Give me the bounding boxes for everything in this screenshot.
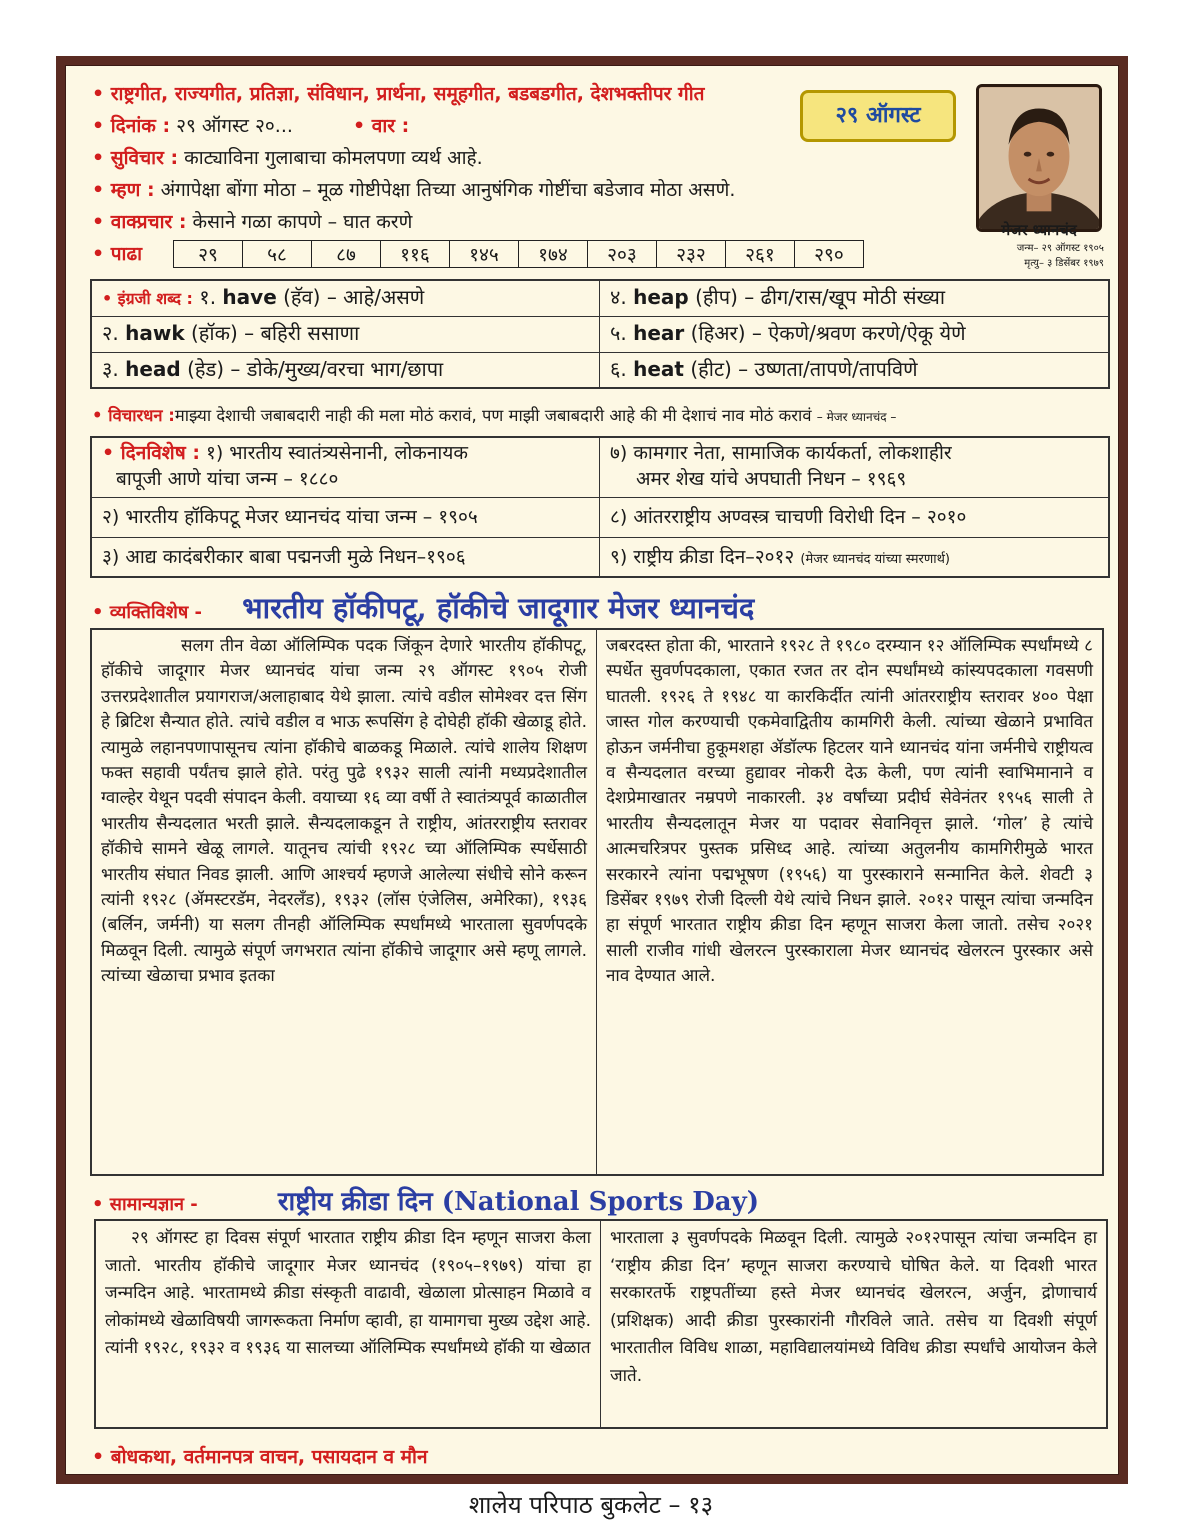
phrase-label: वाक्प्रचार : bbox=[110, 211, 187, 233]
quote-text: माझ्या देशाची जबाबदारी नाही की मला मोठं करावं, पण माझी जबाबदारी आहे की मी देशाचं नाव मोठं करावं bbox=[174, 406, 812, 425]
personality-article bbox=[90, 628, 1104, 1176]
thought-label: सुविचार : bbox=[110, 147, 179, 169]
article-column-left: सलग तीन वेळा ऑलिम्पिक पदक जिंकून देणारे भारतीय हॉकीपटू, हॉकीचे जादूगार मेजर ध्यानचंद यांचा जन्म २९ ऑगस्ट १९०५ रोजी उत्तरप्रदेशातील प्रयागराज/अलाहाबाद येथे झाला. त्यांचे वडील सोमेश्वर दत्त सिंग हे ब्रिटिश सैन्यात होते. त्यांचे वडील व भाऊ रूपसिंग हे दोघेही हॉकी खेळाडू होते. त्यामुळे लहानपणापासूनच त्यांना हॉकीचे बाळकडू मिळाले. त्यांचे शालेय शिक्षण फक्त सहावी पर्यंतच झाले होते. परंतु पुढे १९३२ साली त्यांनी मध्यप्रदेशातील ग्वाल्हेर येथून पदवी संपादन केली. वयाच्या १६ व्या वर्षी ते स्वातंत्र्यपूर्व काळातील भारतीय सैन्यदलात भरती झाले. सैन्यदलाकडून ते राष्ट्रीय, आंतरराष्ट्रीय स्तरावर हॉकीचे सामने खेळू लागले. यातूनच त्यांची १९२८ च्या ऑलिम्पिक स्पर्धेसाठी भारतीय संघात निवड झाली. आणि आश्चर्य म्हणजे आलेल्या संधीचे सोने करून त्यांनी १९२८ (ॲमस्टरडॅम, नेदरलँड), १९३२ (लॉस एंजेलिस, अमेरिका), १९३६ (बर्लिन, जर्मनी) या सलग तीनही ऑलिम्पिक स्पर्धांमध्ये भारताला सुवर्णपदके मिळवून दिली. त्यामुळे संपूर्ण जगभरात त्यांना हॉकीचे जादूगार असे म्हणू लागले. त्यांच्या खेळाचा प्रभाव इतका bbox=[92, 630, 597, 1174]
day-special-box bbox=[90, 436, 1110, 578]
activities-text: राष्ट्रगीत, राज्यगीत, प्रतिज्ञा, संविधान, प्रार्थना, समूहगीत, बडबडगीत, देशभक्तीपर गीत bbox=[110, 83, 705, 105]
word-meaning: (हिअर) – ऐकणे/श्रवण करणे/ऐकू येणे bbox=[690, 321, 966, 345]
day-special-item bbox=[600, 538, 1108, 576]
day-special-item: • दिनविशेष : १) भारतीय स्वातंत्र्यसेनानी, लोकनायक बापूजी आणे यांचा जन्म – १८८० bbox=[92, 438, 600, 498]
date-value: २९ ऑगस्ट २०... bbox=[176, 115, 293, 137]
word-number: ३. bbox=[102, 357, 119, 381]
english-word: heap bbox=[633, 285, 689, 309]
proverb-line: • म्हण : अंगापेक्षा बोंगा मोठा – मूळ गोष्टीपेक्षा तिच्या आनुषंगिक गोष्टींचा बडेजाव मोठा असणे. bbox=[92, 179, 736, 201]
activities-line: • राष्ट्रगीत, राज्यगीत, प्रतिज्ञा, संविधान, प्रार्थना, समूहगीत, बडबडगीत, देशभक्तीपर गीत bbox=[92, 83, 705, 105]
page-footer: शालेय परिपाठ बुकलेट – १३ bbox=[468, 1491, 714, 1519]
table-cell: १७४ bbox=[519, 241, 588, 268]
proverb-text: अंगापेक्षा बोंगा मोठा – मूळ गोष्टीपेक्षा तिच्या आनुषंगिक गोष्टींचा बडेजाव मोठा असणे. bbox=[160, 179, 736, 201]
phrase-text: केसाने गळा कापणे – घात करणे bbox=[192, 211, 413, 233]
english-word-cell bbox=[92, 317, 600, 353]
date-label: दिनांक : bbox=[110, 115, 171, 137]
word-meaning: (हॅव) – आहे/असणे bbox=[283, 285, 425, 309]
day-special-text: ७) कामगार नेता, सामाजिक कार्यकर्ता, लोकशाहीर bbox=[610, 442, 952, 464]
english-word: hear bbox=[633, 321, 685, 345]
proverb-label: म्हण : bbox=[110, 179, 155, 201]
thought-text: काट्याविना गुलाबाचा कोमलपणा व्यर्थ आहे. bbox=[184, 147, 483, 169]
closing-line: • बोधकथा, वर्तमानपत्र वाचन, पसायदान व मौन bbox=[92, 1446, 428, 1468]
gk-column-left: २९ ऑगस्ट हा दिवस संपूर्ण भारतात राष्ट्रीय क्रीडा दिन म्हणून साजरा केला जातो. भारतीय हॉकीचे जादूगार मेजर ध्यानचंद (१९०५–१९७९) यांचा हा जन्मदिन आहे. भारतामध्ये क्रीडा संस्कृती वाढावी, खेळाला प्रोत्साहन मिळावे व लोकांमध्ये खेळाविषयी जागरूकता निर्माण व्हावी, हा यामागचा मुख्य उद्देश आहे. त्यांनी १९२८, १९३२ व १९३६ या सालच्या ऑलिम्पिक स्पर्धांमध्ये हॉकी या खेळात bbox=[96, 1221, 601, 1427]
english-word: head bbox=[125, 357, 181, 381]
table-cell: १४५ bbox=[450, 241, 519, 268]
quote-label: विचारधन : bbox=[108, 406, 175, 425]
english-word: hawk bbox=[125, 321, 185, 345]
word-number: २. bbox=[102, 321, 119, 345]
multiplication-table bbox=[173, 240, 864, 268]
table-cell: ५८ bbox=[243, 241, 312, 268]
word-meaning: (हीप) – ढीग/रास/खूप मोठी संख्या bbox=[695, 285, 946, 309]
day-special-label: दिनविशेष : bbox=[120, 442, 200, 464]
english-word-cell bbox=[600, 317, 1108, 353]
table-cell: २९० bbox=[795, 241, 864, 268]
day-special-text: ९) राष्ट्रीय क्रीडा दिन–२०१२ bbox=[610, 546, 795, 568]
page-content bbox=[65, 65, 1119, 1475]
gk-article bbox=[94, 1219, 1108, 1429]
personality-heading: • व्यक्तिविशेष - भारतीय हॉकीपटू, हॉकीचे जादूगार मेजर ध्यानचंद bbox=[92, 591, 755, 625]
personality-title: भारतीय हॉकीपटू, हॉकीचे जादूगार मेजर ध्यानचंद bbox=[242, 591, 755, 625]
gk-title: राष्ट्रीय क्रीडा दिन (National Sports Day) bbox=[277, 1187, 760, 1217]
word-meaning: (हीट) – उष्णता/तापणे/तापविणे bbox=[690, 357, 918, 381]
day-special-item: २) भारतीय हॉकिपटू मेजर ध्यानचंद यांचा जन्म – १९०५ bbox=[92, 498, 600, 538]
english-word-cell bbox=[92, 353, 600, 387]
gk-label: सामान्यज्ञान - bbox=[109, 1194, 198, 1215]
page-frame bbox=[56, 56, 1128, 1484]
table-cell: ११६ bbox=[381, 241, 450, 268]
person-name: मेजर ध्यानचंद bbox=[1001, 221, 1077, 239]
person-photo bbox=[976, 84, 1102, 232]
quote-author: – मेजर ध्यानचंद – bbox=[816, 410, 897, 424]
word-number: १. bbox=[199, 285, 217, 309]
word-number: ५. bbox=[610, 321, 627, 345]
word-meaning: (हेड) – डोके/मुख्य/वरचा भाग/छापा bbox=[187, 357, 444, 381]
english-word: have bbox=[222, 285, 277, 309]
english-word-cell bbox=[600, 353, 1108, 387]
closing-text: बोधकथा, वर्तमानपत्र वाचन, पसायदान व मौन bbox=[110, 1446, 428, 1468]
death-date: मृत्यु– ३ डिसेंबर १९७९ bbox=[1024, 258, 1104, 269]
day-special-item: ३) आद्य कादंबरीकार बाबा पद्मनजी मुळे निधन–१९०६ bbox=[92, 538, 600, 576]
table-label: पाढा bbox=[110, 243, 143, 265]
day-label: वार : bbox=[371, 115, 410, 137]
personality-label: व्यक्तिविशेष - bbox=[109, 602, 202, 623]
date-badge: २९ ऑगस्ट bbox=[800, 90, 956, 142]
word-number: ६. bbox=[610, 357, 627, 381]
english-words-label: इंग्रजी शब्द : bbox=[117, 289, 193, 308]
table-cell: २६१ bbox=[726, 241, 795, 268]
day-special-item bbox=[600, 438, 1108, 498]
gk-column-right: भारताला ३ सुवर्णपदके मिळवून दिली. त्यामुळे २०१२पासून त्यांचा जन्मदिन हा ‘राष्ट्रीय क्रीडा दिन’ म्हणून साजरा करण्याचे घोषित केले. या दिवशी भारत सरकारतर्फे राष्ट्रपतींच्या हस्ते मेजर ध्यानचंद खेलरत्न, अर्जुन, द्रोणाचार्य (प्रशिक्षक) आदी क्रीडा पुरस्कारांनी गौरविले जाते. तसेच या दिवशी संपूर्ण भारतातील विविध शाळा, महाविद्यालयांमध्ये विविध क्रीडा स्पर्धांचे आयोजन केले जाते. bbox=[610, 1228, 1097, 1386]
table-cell: २९ bbox=[174, 241, 243, 268]
english-word-cell: • इंग्रजी शब्द : १. have (हॅव) – आहे/असणे bbox=[92, 281, 600, 317]
phrase-line: • वाक्प्रचार : केसाने गळा कापणे – घात करणे bbox=[92, 211, 413, 233]
english-words-box bbox=[90, 279, 1110, 389]
day-special-text: अमर शेख यांचे अपघाती निधन – १९६९ bbox=[636, 468, 907, 490]
thought-line: • सुविचार : काट्याविना गुलाबाचा कोमलपणा व्यर्थ आहे. bbox=[92, 147, 483, 169]
table-cell: २३२ bbox=[657, 241, 726, 268]
table-cell: २०३ bbox=[588, 241, 657, 268]
quote-line: • विचारधन :माझ्या देशाची जबाबदारी नाही की मला मोठं करावं, पण माझी जबाबदारी आहे की मी देशाचं नाव मोठं करावं – मेजर ध्यानचंद – bbox=[92, 406, 897, 425]
article-column-right: जबरदस्त होता की, भारताने १९२८ ते १९८० दरम्यान १२ ऑलिम्पिक स्पर्धांमध्ये ८ स्पर्धेत सुवर्णपदकाला, एकात रजत तर दोन स्पर्धांमध्ये कांस्यपदकाला गवसणी घातली. १९२६ ते १९४८ या कारकिर्दीत त्यांनी आंतरराष्ट्रीय स्तरावर ४०० पेक्षा जास्त गोल करण्याची एकमेवाद्वितीय कामगिरी केली. त्यांच्या खेळाने प्रभावित होऊन जर्मनीचा हुकूमशहा ॲडॉल्फ हिटलर याने ध्यानचंद यांना जर्मनीचे राष्ट्रीयत्व व सैन्यदलात वरच्या हुद्यावर नोकरी देऊ केली, पण त्यांनी स्वाभिमानाने व देशप्रेमाखातर नम्रपणे नाकारली. ३४ वर्षांच्या प्रदीर्घ सेवेनंतर १९५६ साली ते भारतीय सैन्यदलातून मेजर या पदावर सेवानिवृत्त झाले. ‘गोल’ हे त्यांचे आत्मचरित्रपर पुस्तक प्रसिध्द आहे. त्यांच्या अतुलनीय कामगिरीमुळे भारत सरकारने त्यांना पद्मभूषण (१९५६) या पुरस्काराने सन्मानित केले. शेवटी ३ डिसेंबर १९७९ रोजी दिल्ली येथे त्यांचे निधन झाले. २०१२ पासून त्यांचा जन्मदिन हा संपूर्ण भारतात राष्ट्रीय क्रीडा दिन म्हणून साजरा केला जातो. तसेच २०२१ साली राजीव गांधी खेलरत्न पुरस्काराला मेजर ध्यानचंद खेलरत्न पुरस्कार असे नाव देण्यात आले. bbox=[606, 636, 1093, 987]
day-special-item: ८) आंतरराष्ट्रीय अण्वस्त्र चाचणी विरोधी दिन – २०१० bbox=[600, 498, 1108, 538]
date-line: • दिनांक : २९ ऑगस्ट २०... • वार : bbox=[92, 115, 410, 137]
table-label-line: • पाढा bbox=[92, 243, 143, 265]
day-special-note: (मेजर ध्यानचंद यांच्या स्मरणार्थ) bbox=[800, 552, 951, 567]
gk-heading: • सामान्यज्ञान - राष्ट्रीय क्रीडा दिन (National Sports Day) bbox=[92, 1187, 760, 1217]
english-word-cell bbox=[600, 281, 1108, 317]
word-number: ४. bbox=[610, 285, 627, 309]
day-special-text: बापूजी आणे यांचा जन्म – १८८० bbox=[116, 468, 339, 490]
table-cell: ८७ bbox=[312, 241, 381, 268]
birth-date: जन्म– २९ ऑगस्ट १९०५ bbox=[1016, 243, 1104, 254]
portrait-image bbox=[979, 87, 1099, 229]
day-special-text: १) भारतीय स्वातंत्र्यसेनानी, लोकनायक bbox=[205, 442, 468, 464]
word-meaning: (हॉक) – बहिरी ससाणा bbox=[191, 321, 360, 345]
english-word: heat bbox=[633, 357, 684, 381]
